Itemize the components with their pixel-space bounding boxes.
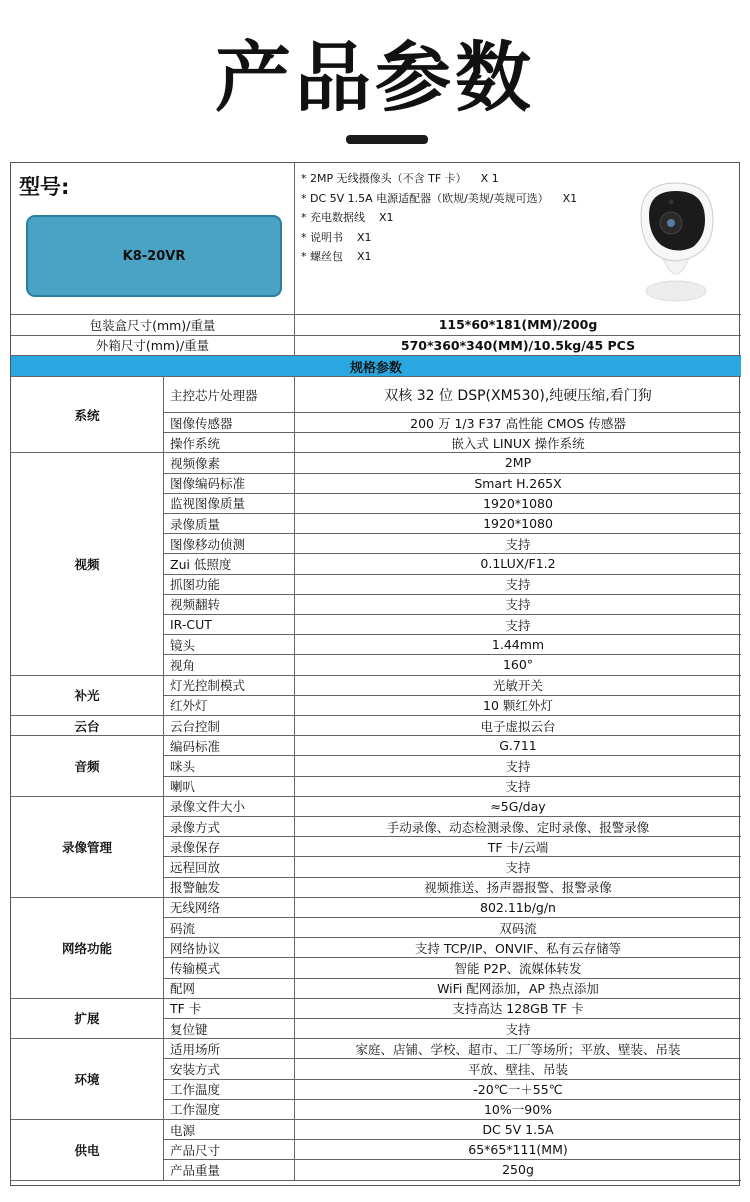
spec-group-name: 供电 (11, 1120, 164, 1181)
spec-value: G.711 (295, 736, 741, 756)
spec-label: 码流 (164, 918, 295, 938)
spec-value: -20℃一＋55℃ (295, 1080, 741, 1100)
spec-value: 双码流 (295, 918, 741, 938)
spec-label: 产品尺寸 (164, 1140, 295, 1160)
spec-label: IR-CUT (164, 615, 295, 635)
spec-value: TF 卡/云端 (295, 837, 741, 857)
package-content-item (301, 169, 577, 189)
spec-group-name: 扩展 (11, 999, 164, 1039)
spec-value: 双核 32 位 DSP(XM530),纯硬压缩,看门狗 (295, 377, 741, 413)
spec-sheet (10, 162, 740, 1186)
spec-value: 支持 (295, 575, 741, 595)
package-content-qty: X1 (379, 211, 394, 224)
package-contents-cell (295, 163, 741, 315)
spec-label: 配网 (164, 979, 295, 999)
spec-value: WiFi 配网添加，AP 热点添加 (295, 979, 741, 999)
spec-label: 红外灯 (164, 696, 295, 716)
spec-label: 复位键 (164, 1019, 295, 1039)
package-label: 外箱尺寸(mm)/重量 (11, 336, 295, 357)
spec-value: DC 5V 1.5A (295, 1120, 741, 1140)
spec-value: 2MP (295, 453, 741, 473)
spec-label: 视频翻转 (164, 595, 295, 615)
package-content-qty: X 1 (480, 172, 499, 185)
spec-value: 支持 TCP/IP、ONVIF、私有云存储等 (295, 938, 741, 958)
spec-label: 产品重量 (164, 1160, 295, 1180)
package-value: 570*360*340(MM)/10.5kg/45 PCS (295, 336, 741, 357)
spec-label: 无线网络 (164, 898, 295, 918)
spec-label: 图像移动侦测 (164, 534, 295, 554)
spec-label: 网络协议 (164, 938, 295, 958)
package-content-qty: X1 (357, 230, 372, 244)
spec-label: 工作温度 (164, 1080, 295, 1100)
spec-group-name: 环境 (11, 1039, 164, 1120)
spec-header: 规格参数 (11, 356, 741, 377)
spec-group-name: 网络功能 (11, 898, 164, 999)
spec-label: 操作系统 (164, 433, 295, 453)
spec-label: 主控芯片处理器 (164, 377, 295, 413)
spec-label: 咪头 (164, 756, 295, 776)
spec-value: 65*65*111(MM) (295, 1140, 741, 1160)
model-cell (11, 163, 295, 315)
spec-value: 1920*1080 (295, 494, 741, 514)
spec-value: 支持 (295, 857, 741, 877)
spec-label: 图像编码标准 (164, 474, 295, 494)
spec-value: 嵌入式 LINUX 操作系统 (295, 433, 741, 453)
spec-label: 录像方式 (164, 817, 295, 837)
spec-value: 手动录像、动态检测录像、定时录像、报警录像 (295, 817, 741, 837)
spec-label: 抓图功能 (164, 575, 295, 595)
spec-label: 报警触发 (164, 878, 295, 898)
spec-value: 200 万 1/3 F37 高性能 CMOS 传感器 (295, 413, 741, 433)
package-contents-list (301, 169, 577, 267)
spec-value: 支持 (295, 1019, 741, 1039)
spec-label: 安装方式 (164, 1059, 295, 1079)
spec-group-name: 音频 (11, 736, 164, 797)
model-badge: K8-20VR (26, 215, 282, 297)
spec-value: 1920*1080 (295, 514, 741, 534)
package-content-label: * 说明书 (301, 230, 343, 244)
spec-value: 160° (295, 655, 741, 675)
package-content-label: * 充电数据线 (301, 211, 365, 224)
spec-value: 支持高达 128GB TF 卡 (295, 999, 741, 1019)
spec-label: 视角 (164, 655, 295, 675)
spec-value: 支持 (295, 534, 741, 554)
spec-value: 光敏开关 (295, 676, 741, 696)
spec-value: 视频推送、扬声器报警、报警录像 (295, 878, 741, 898)
spec-value: 0.1LUX/F1.2 (295, 554, 741, 574)
spec-value: 支持 (295, 615, 741, 635)
spec-value: Smart H.265X (295, 474, 741, 494)
spec-label: 编码标准 (164, 736, 295, 756)
spec-value: 1.44mm (295, 635, 741, 655)
package-content-item (301, 247, 577, 267)
spec-label: 工作湿度 (164, 1100, 295, 1120)
package-content-label: * DC 5V 1.5A 电源适配器（欧规/美规/英规可选） (301, 191, 549, 205)
spec-group-name: 补光 (11, 676, 164, 716)
spec-label: 云台控制 (164, 716, 295, 736)
package-content-item (301, 228, 577, 248)
package-content-label: * 2MP 无线摄像头（不含 TF 卡） (301, 172, 467, 185)
spec-group-name: 录像管理 (11, 797, 164, 898)
page-title: 产品参数 (215, 33, 535, 122)
spec-value: 支持 (295, 595, 741, 615)
spec-value: 10%一90% (295, 1100, 741, 1120)
spec-value: 家庭、店铺、学校、超市、工厂等场所；平放、壁装、吊装 (295, 1039, 741, 1059)
spec-value: ≈5G/day (295, 797, 741, 817)
spec-value: 智能 P2P、流媒体转发 (295, 958, 741, 978)
spec-group-name: 视频 (11, 453, 164, 675)
spec-group-name: 云台 (11, 716, 164, 736)
spec-label: 电源 (164, 1120, 295, 1140)
package-content-qty: X1 (562, 191, 578, 205)
spec-label: 录像保存 (164, 837, 295, 857)
package-value: 115*60*181(MM)/200g (295, 315, 741, 336)
camera-product-image (631, 175, 721, 303)
spec-value: 10 颗红外灯 (295, 696, 741, 716)
spec-value: 电子虚拟云台 (295, 716, 741, 736)
spec-label: 录像文件大小 (164, 797, 295, 817)
spec-value: 250g (295, 1160, 741, 1180)
spec-label: 灯光控制模式 (164, 676, 295, 696)
package-content-item (301, 208, 577, 228)
spec-label: 传输模式 (164, 958, 295, 978)
spec-label: 镜头 (164, 635, 295, 655)
spec-label: 视频像素 (164, 453, 295, 473)
spec-group-name: 系统 (11, 377, 164, 453)
spec-label: 图像传感器 (164, 413, 295, 433)
spec-value: 支持 (295, 777, 741, 797)
spec-label: 喇叭 (164, 777, 295, 797)
spec-label: 远程回放 (164, 857, 295, 877)
spec-label: 监视图像质量 (164, 494, 295, 514)
spec-label: 适用场所 (164, 1039, 295, 1059)
package-content-item (301, 189, 577, 209)
title-underline (346, 135, 428, 144)
spec-value: 802.11b/g/n (295, 898, 741, 918)
spec-label: TF 卡 (164, 999, 295, 1019)
package-content-label: * 螺丝包 (301, 250, 343, 263)
spec-value: 平放、壁挂、吊装 (295, 1059, 741, 1079)
spec-label: Zui 低照度 (164, 554, 295, 574)
package-label: 包装盒尺寸(mm)/重量 (11, 315, 295, 336)
package-content-qty: X1 (357, 250, 372, 263)
spec-label: 录像质量 (164, 514, 295, 534)
spec-value: 支持 (295, 756, 741, 776)
model-label: 型号: (19, 175, 70, 199)
